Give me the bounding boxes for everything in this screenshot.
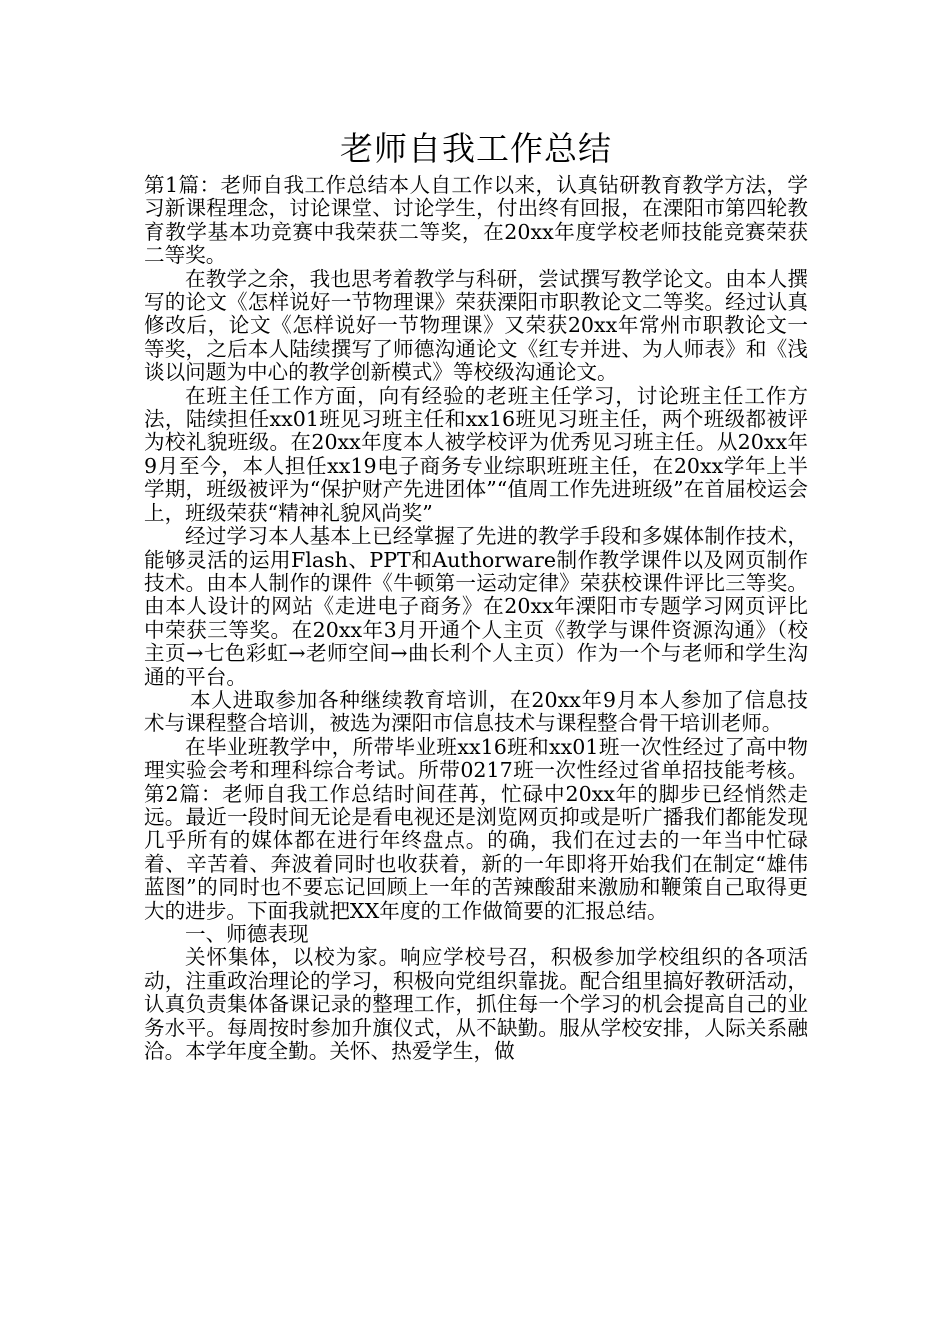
document-body	[144, 128, 808, 1063]
paragraph-training: 本人进取参加各种继续教育培训，在20xx年9月本人参加了信息技术与课程整合培训，被选为溧阳市信息技术与课程整合骨干培训老师。	[144, 687, 808, 736]
paragraph-intro: 第1篇：老师自我工作总结本人自工作以来，认真钻研教育教学方法，学习新课程理念，讨论课堂、讨论学生，付出终有回报，在溧阳市第四轮教育教学基本功竞赛中我荣获二等奖，在20xx年度学校老师技能竞赛荣获二等奖。	[144, 173, 808, 268]
paragraph-research: 在教学之余，我也思考着教学与科研，尝试撰写教学论文。由本人撰写的论文《怎样说好一节物理课》荣获溧阳市职教论文二等奖。经过认真修改后，论文《怎样说好一节物理课》又荣获20xx年常州市职教论文一等奖，之后本人陆续撰写了师德沟通论文《红专并进、为人师表》和《浅谈以问题为中心的教学创新模式》等校级沟通论文。	[144, 266, 808, 385]
paragraph-multimedia: 经过学习本人基本上已经掌握了先进的教学手段和多媒体制作技术，能够灵活的运用Flash、PPT和Authorware制作教学课件以及网页制作技术。由本人制作的课件《牛顿第一运动定律》荣获校课件评比三等奖。由本人设计的网站《走进电子商务》在20xx年溧阳市专题学习网页评比中荣获三等奖。在20xx年3月开通个人主页《教学与课件资源沟通》（校主页→七色彩虹→老师空间→曲长利个人主页）作为一个与老师和学生沟通的平台。	[144, 524, 808, 689]
section-heading-ethics: 一、师德表现	[185, 922, 309, 946]
paragraph-graduation: 在毕业班教学中，所带毕业班xx16班和xx01班一次性经过了高中物理实验会考和理科综合考试。所带0217班一次性经过省单招技能考核。第2篇：老师自我工作总结时间荏苒，忙碌中20xx年的脚步已经悄然走远。最近一段时间无论是看电视还是浏览网页抑或是听广播我们都能发现几乎所有的媒体都在进行年终盘点。的确，我们在过去的一年当中忙碌着、辛苦着、奔波着同时也收获着，新的一年即将开始我们在制定“雄伟蓝图”的同时也不要忘记回顾上一年的苦辣酸甜来激励和鞭策自己取得更大的进步。下面我就把XX年度的工作做简要的汇报总结。	[144, 734, 808, 923]
paragraph-ethics: 关怀集体，以校为家。响应学校号召，积极参加学校组织的各项活动，注重政治理论的学习，积极向党组织靠拢。配合组里搞好教研活动，认真负责集体备课记录的整理工作，抓住每一个学习的机会提高自己的业务水平。每周按时参加升旗仪式，从不缺勤。服从学校安排，人际关系融洽。本学年度全勤。关怀、热爱学生，做	[144, 945, 808, 1064]
document-title: 老师自我工作总结	[340, 129, 612, 168]
paragraph-class-teacher: 在班主任工作方面，向有经验的老班主任学习，讨论班主任工作方法，陆续担任xx01班见习班主任和xx16班见习班主任，两个班级都被评为校礼貌班级。在20xx年度本人被学校评为优秀见习班主任。从20xx年9月至今，本人担任xx19电子商务专业综职班班主任，在20xx学年上半学期，班级被评为“保护财产先进团体”“值周工作先进班级”在首届校运会上，班级荣获“精神礼貌风尚奖”	[144, 383, 808, 525]
